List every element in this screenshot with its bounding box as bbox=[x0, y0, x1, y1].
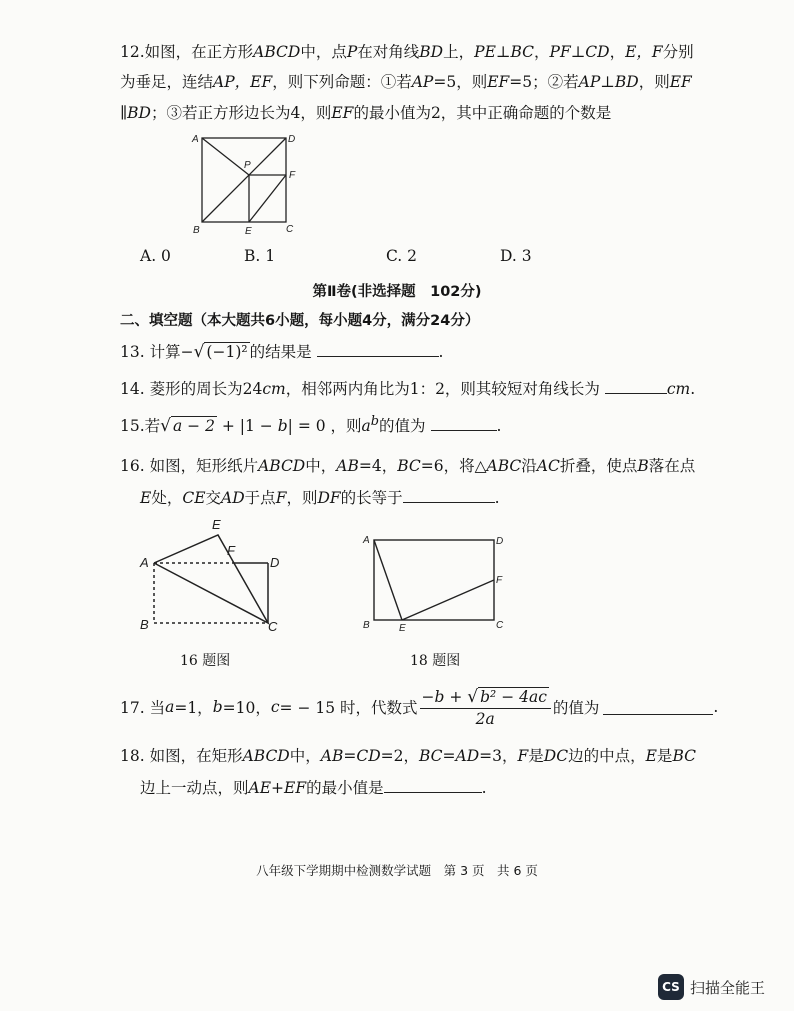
choice-d: D. 3 bbox=[500, 247, 532, 265]
choice-c: C. 2 bbox=[386, 247, 418, 265]
q12-line3: ∥BD；③若正方形边长为4，则EF的最小值为2，其中正确命题的个数是 bbox=[120, 104, 612, 122]
label-c18: C bbox=[496, 620, 504, 631]
label-b18: B bbox=[363, 620, 370, 631]
q18-line2: 边上一动点，则AE+EF的最小值是 . bbox=[140, 779, 487, 797]
q12-line1: 12.如图，在正方形ABCD中，点P在对角线BD上，PE⊥BC，PF⊥CD，E，F分别 bbox=[120, 43, 694, 61]
label-a: A bbox=[192, 134, 199, 145]
label-c: C bbox=[286, 224, 294, 235]
folded-triangle bbox=[154, 535, 268, 623]
fig16 bbox=[136, 515, 286, 635]
segment-ae bbox=[374, 540, 402, 620]
q12-line2: 为垂足，连结AP，EF，则下列命题：①若AP=5，则EF=5；②若AP⊥BD，则EF bbox=[120, 73, 692, 91]
label-b: B bbox=[193, 225, 200, 236]
label-d18: D bbox=[496, 536, 504, 547]
segment-ef bbox=[402, 580, 494, 620]
choice-a: A. 0 bbox=[140, 247, 171, 265]
label-c16: C bbox=[268, 619, 278, 634]
fig16-caption: 16 题图 bbox=[180, 653, 231, 669]
label-d16: D bbox=[270, 555, 280, 570]
q15: 15.若√ a − 2 + |1 − b| = 0 ，则$a^b$的值为 . bbox=[120, 414, 502, 437]
part2-title: 第Ⅱ卷(非选择题 102分) bbox=[312, 284, 482, 300]
rectangle-outline bbox=[374, 540, 494, 620]
scanner-brand: 扫描全能王 bbox=[690, 979, 766, 997]
segment-ap bbox=[202, 138, 249, 175]
page-footer: 八年级下学期期中检测数学试题 第 3 页 共 6 页 bbox=[256, 863, 538, 878]
label-a16: A bbox=[140, 555, 149, 570]
diagonal-bd bbox=[202, 138, 286, 222]
segment-ef bbox=[249, 175, 286, 222]
label-a18: A bbox=[363, 535, 370, 546]
section2-title: 二、填空题（本大题共6小题，每小题4分，满分24分） bbox=[120, 313, 480, 329]
fig18-caption: 18 题图 bbox=[410, 653, 461, 669]
q17-fraction: $\frac{\text{−b + √ b² − 4ac}}{2a}$ bbox=[420, 687, 551, 728]
label-d: D bbox=[288, 134, 296, 145]
choice-b: B. 1 bbox=[244, 247, 276, 265]
q14: 14. 菱形的周长为24cm，相邻两内角比为1：2，则其较短对角线长为 cm. bbox=[120, 380, 696, 398]
label-p: P bbox=[244, 160, 251, 171]
label-e18: E bbox=[399, 623, 406, 634]
q17: 17. 当 a =1， b =10， c = − 15 时，代数式 $\frac{\text{−b + √ b² − 4ac}}{2a}$ 的值为 . bbox=[120, 686, 719, 728]
label-b16: B bbox=[140, 617, 149, 632]
q13: 13. 计算−√ (−1)² 的结果是 . bbox=[120, 342, 444, 362]
label-f16: F bbox=[227, 543, 235, 558]
fig18 bbox=[360, 530, 510, 634]
label-e16: E bbox=[212, 517, 221, 532]
q16-line1: 16. 如图，矩形纸片ABCD中，AB=4，BC=6，将△ABC沿AC折叠，使点B落在点 bbox=[120, 457, 696, 475]
q16-line2: E处，CE交AD于点F，则DF的长等于 . bbox=[140, 489, 500, 507]
label-f18: F bbox=[496, 575, 503, 586]
q18-line1: 18. 如图，在矩形ABCD中，AB=CD=2，BC=AD=3，F是DC边的中点，E是BC bbox=[120, 747, 696, 765]
square-figure bbox=[188, 130, 298, 238]
label-f: F bbox=[289, 170, 296, 181]
label-e: E bbox=[245, 226, 252, 237]
camscanner-logo-icon: CS bbox=[658, 974, 684, 1000]
